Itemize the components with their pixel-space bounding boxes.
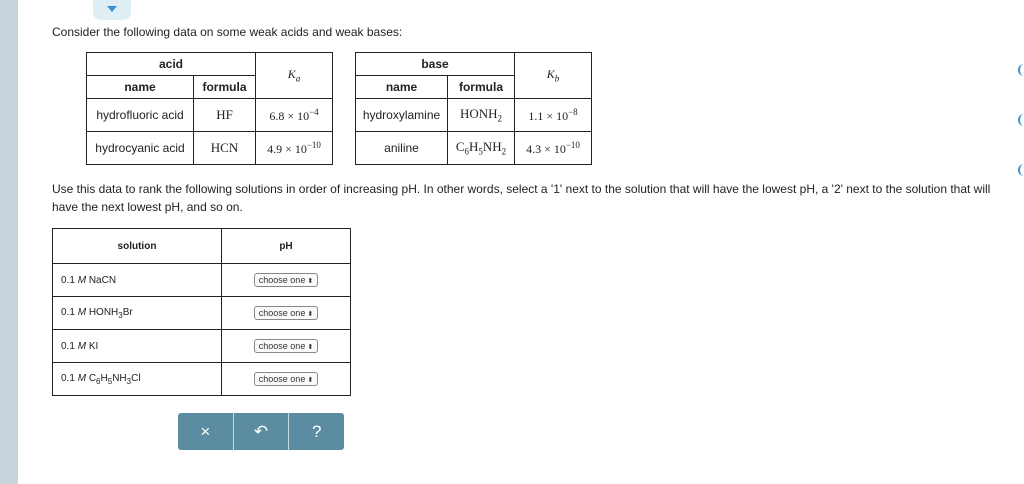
- answer-toolbar: [178, 413, 344, 450]
- kb-value: $4.3 \times 10^{-10}$: [515, 132, 592, 165]
- select-arrows-icon: ⬍: [307, 377, 314, 384]
- solution-label: 0.1 M $HONH_3Br$: [53, 297, 222, 330]
- solution-label: 0.1 M NaCN: [53, 264, 222, 297]
- select-arrows-icon: ⬍: [307, 278, 314, 285]
- intro-text: Consider the following data on some weak acids and weak bases:: [52, 25, 403, 39]
- acid-formula-header: formula: [194, 76, 256, 99]
- base-formula: $C_6H_5NH_2$: [448, 132, 515, 165]
- ph-rank-select[interactable]: choose one ⬍: [254, 372, 318, 386]
- table-row: [87, 99, 333, 132]
- ph-rank-select[interactable]: choose one ⬍: [254, 273, 318, 287]
- acid-name: hydrocyanic acid: [87, 132, 194, 165]
- acid-name: hydrofluoric acid: [87, 99, 194, 132]
- base-name: hydroxylamine: [356, 99, 448, 132]
- table-row: [53, 330, 351, 363]
- acid-formula: HCN: [194, 132, 256, 165]
- solutions-table: [52, 228, 351, 396]
- ka-header: $K_a$: [256, 53, 333, 99]
- table-row: [356, 132, 592, 165]
- ka-value: $4.9 \times 10^{-10}$: [256, 132, 333, 165]
- select-arrows-icon: ⬍: [307, 311, 314, 318]
- solution-label: 0.1 M KI: [53, 330, 222, 363]
- kb-value: $1.1 \times 10^{-8}$: [515, 99, 592, 132]
- ph-rank-select[interactable]: choose one ⬍: [254, 306, 318, 320]
- table-row: [356, 99, 592, 132]
- instructions-text: Use this data to rank the following solutions in order of increasing pH. In other words, select a '1' next to the solution that will have the lowest pH, a '2' next to the solution that will have the next lowest pH, and so on.: [52, 182, 991, 214]
- table-row: [53, 264, 351, 297]
- help-button[interactable]: ?: [311, 421, 322, 441]
- table-row: [53, 363, 351, 396]
- base-group-header: base: [356, 53, 515, 76]
- acid-formula: HF: [194, 99, 256, 132]
- collapse-tab[interactable]: [93, 0, 131, 20]
- solution-label: 0.1 M $C_6H_5NH_3Cl$: [53, 363, 222, 396]
- base-formula: $HONH_2$: [448, 99, 515, 132]
- table-row: [87, 132, 333, 165]
- undo-button[interactable]: ↶: [234, 413, 290, 450]
- ph-header: pH: [222, 229, 351, 264]
- base-name: aniline: [356, 132, 448, 165]
- caret-down-icon: [107, 6, 117, 12]
- base-table: [355, 52, 592, 165]
- clear-button[interactable]: ×: [178, 413, 234, 450]
- ka-value: $6.8 \times 10^{-4}$: [256, 99, 333, 132]
- acid-group-header: acid: [87, 53, 256, 76]
- right-edge-mark: [1018, 64, 1024, 76]
- kb-header: $K_b$: [515, 53, 592, 99]
- left-rail: [0, 0, 18, 484]
- base-formula-header: formula: [448, 76, 515, 99]
- right-edge-mark: [1018, 164, 1024, 176]
- solution-header: solution: [53, 229, 222, 264]
- acid-table: [86, 52, 333, 165]
- table-row: [53, 297, 351, 330]
- right-edge-mark: [1018, 114, 1024, 126]
- select-arrows-icon: ⬍: [307, 344, 314, 351]
- ph-rank-select[interactable]: choose one ⬍: [254, 339, 318, 353]
- base-name-header: name: [356, 76, 448, 99]
- acid-name-header: name: [87, 76, 194, 99]
